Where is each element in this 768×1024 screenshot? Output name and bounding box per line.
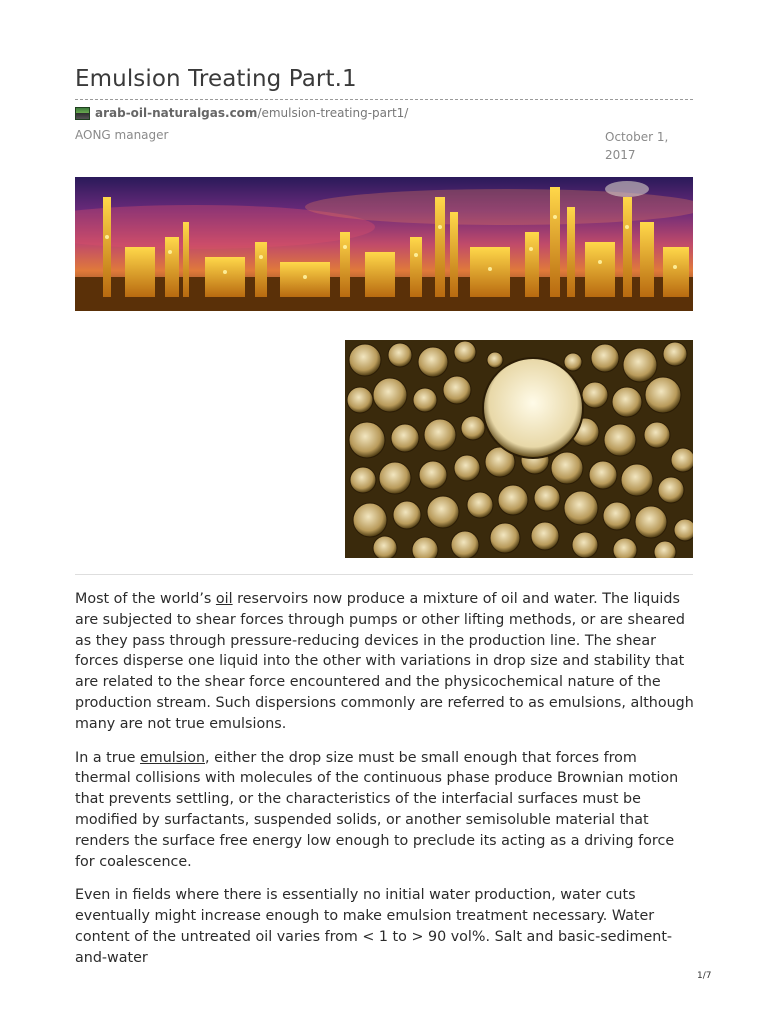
content-divider xyxy=(75,574,693,575)
title-divider xyxy=(75,99,693,100)
publish-date-line2: 2017 xyxy=(605,148,636,162)
emulsion-bubbles-image xyxy=(345,340,693,558)
paragraph-1-text-b: reservoirs now produce a mixture of oil and water. The liquids are subjected to shear forces through pumps or other lifting methods, or are sheared as they pass through pressure-reducing devices in the production line. The shear forces disperse one liquid into the other with variations in drop size and stability that are related to the shear force encountered and the physicochemical nature of the production stream. Such dispersions commonly are referred to as emulsions, although many are not true emulsions. xyxy=(75,591,694,732)
refinery-illustration xyxy=(75,177,693,311)
paragraph-3: Even in fields where there is essentially no initial water production, water cuts eventually might increase enough to make emulsion treatment necessary. Water content of the untreated oil varies from < 1 to > 90 vol%. Salt and basic-sediment-and-water xyxy=(75,887,673,966)
publish-date xyxy=(605,128,685,164)
author-name: AONG manager xyxy=(75,128,169,142)
page-number: 1/7 xyxy=(697,971,712,981)
oil-link[interactable]: oil xyxy=(215,591,233,607)
paragraph-1-text-a: Most of the world’s xyxy=(75,591,216,607)
page-title: Emulsion Treating Part.1 xyxy=(75,66,357,92)
emulsion-link[interactable]: emulsion xyxy=(140,749,206,766)
paragraph-2 xyxy=(75,748,695,873)
publish-date-line1: October 1, xyxy=(605,130,669,144)
source-path: /emulsion-treating-part1/ xyxy=(257,106,409,120)
site-favicon-icon xyxy=(75,107,90,120)
paragraph-2-text-a: In a true xyxy=(75,749,141,766)
source-domain: arab-oil-naturalgas.com xyxy=(95,106,258,120)
bubbles-illustration xyxy=(345,340,693,558)
source-link[interactable] xyxy=(75,104,408,122)
article-body xyxy=(75,589,695,982)
refinery-hero-image xyxy=(75,177,693,311)
paragraph-1 xyxy=(75,589,695,735)
paragraph-2-text-b: , either the drop size must be small enough that forces from thermal collisions with molecules of the continuous phase produce Brownian motion that prevents settling, or the characteristics of the interfacial surfaces must be modified by surfactants, suspended solids, or another semisoluble material that renders the surface free energy low enough to preclude its acting as a driving force for coalescence. xyxy=(75,749,679,870)
